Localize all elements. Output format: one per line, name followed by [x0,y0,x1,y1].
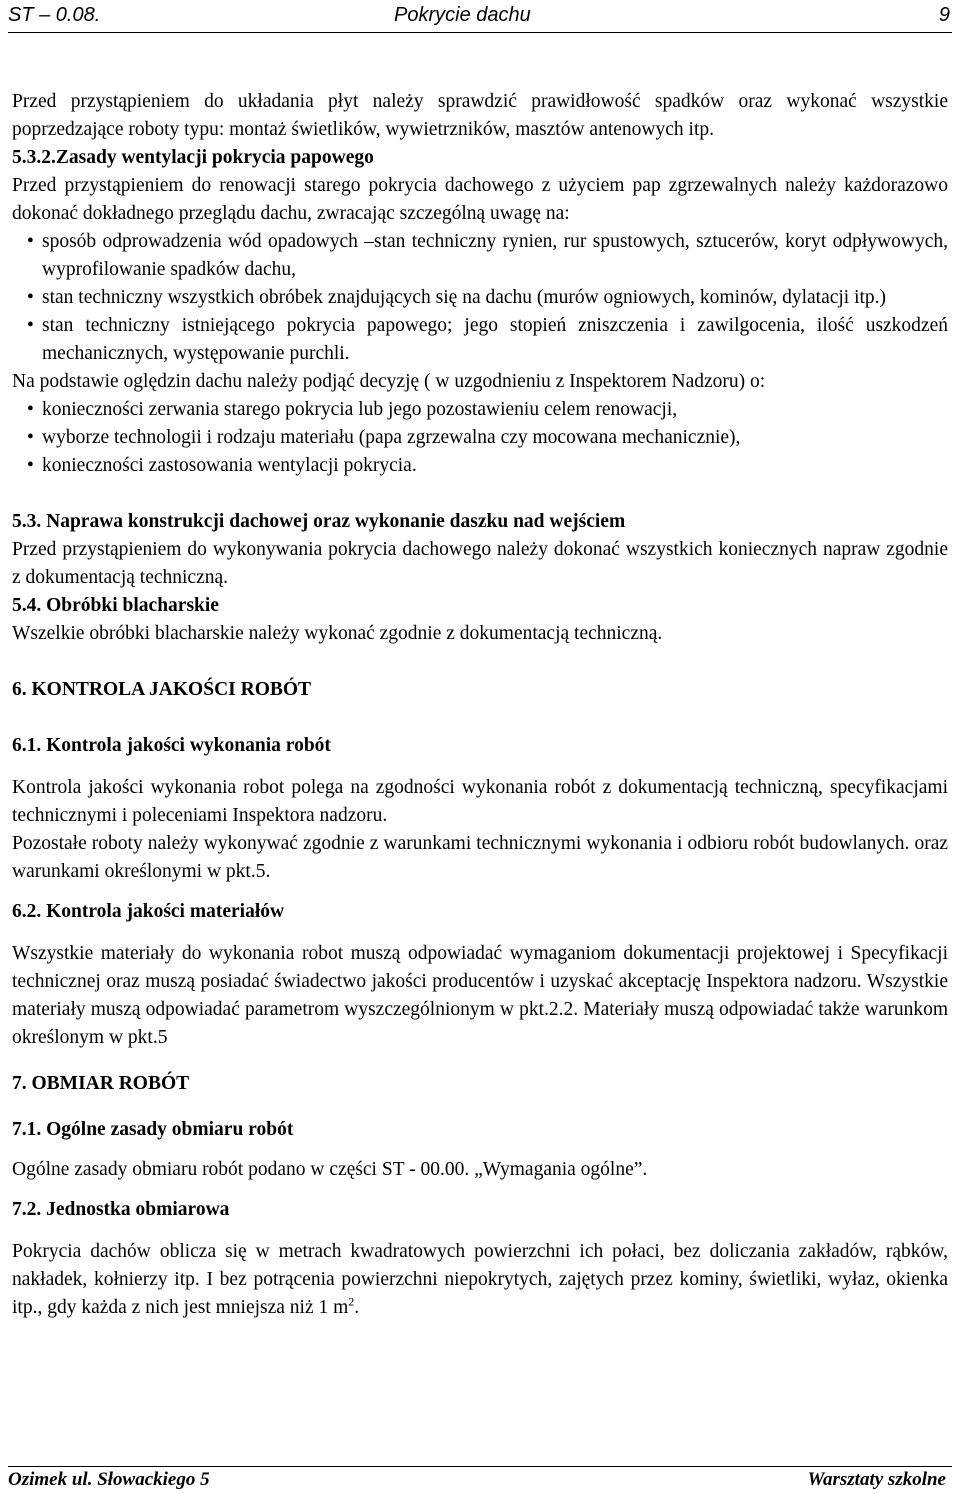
list-item: • stan techniczny wszystkich obróbek znajdujących się na dachu (murów ogniowych, kominów, dylatacji itp.) [12,284,948,312]
section-532-bullet-list [12,228,948,368]
section-532-heading: 5.3.2.Zasady wentylacji pokrycia papowego [12,147,374,168]
section-61-heading: 6.1. Kontrola jakości wykonania robót [12,735,331,756]
document-body [12,88,948,1322]
footer-address: Ozimek ul. Słowackiego 5 [8,1469,210,1490]
section-72-paragraph [12,1238,948,1322]
list-item: • konieczności zastosowania wentylacji pokrycia. [12,452,948,480]
section-532-paragraph: Przed przystąpieniem do renowacji starego pokrycia dachowego z użyciem pap zgrzewalnych należy każdorazowo dokonać dokładnego przeglądu dachu, zwracając szczególną uwagę na: [12,175,948,224]
section-7-heading: 7. OBMIAR ROBÓT [12,1073,190,1094]
superscript-2: 2 [348,1294,355,1309]
header-page-number: 9 [938,4,950,26]
intro-paragraph: Przed przystąpieniem do układania płyt należy sprawdzić prawidłowość spadków oraz wykonać wszystkie poprzedzające roboty typu: montaż świetlików, wywietrzników, masztów antenowych itp. [12,91,948,140]
section-532-paragraph-2: Na podstawie oględzin dachu należy podjąć decyzję ( w uzgodnieniu z Inspektorem Nadzoru) o: [12,371,766,392]
list-item: • wyborze technologii i rodzaju materiału (papa zgrzewalna czy mocowana mechanicznie), [12,424,948,452]
list-item: • sposób odprowadzenia wód opadowych –stan techniczny rynien, rur spustowych, sztucerów, koryt odpływowych, wyprofilowanie spadków dachu, [12,228,948,284]
section-62-heading: 6.2. Kontrola jakości materiałów [12,901,285,922]
section-532-bullet-list-2 [12,396,948,480]
section-71-paragraph: Ogólne zasady obmiaru robót podano w części ST - 00.00. „Wymagania ogólne”. [12,1159,648,1180]
section-53-paragraph: Przed przystąpieniem do wykonywania pokrycia dachowego należy dokonać wszystkich koniecznych napraw zgodnie z dokumentacją techniczną. [12,539,948,588]
section-62-paragraph: Wszystkie materiały do wykonania robot muszą odpowiadać wymaganiom dokumentacji projektowej i Specyfikacji technicznej oraz muszą posiadać świadectwo jakości producentów i uzyskać akceptację Inspektora nadzoru. Wszystkie materiały muszą odpowiadać parametrom wyszczególnionym w pkt.2.2. Materiały muszą odpowiadać także warunkom określonym w pkt.5 [12,943,948,1048]
section-6-heading: 6. KONTROLA JAKOŚCI ROBÓT [12,679,312,700]
list-item: • konieczności zerwania starego pokrycia lub jego pozostawieniu celem renowacji, [12,396,948,424]
section-72-heading: 7.2. Jednostka obmiarowa [12,1199,230,1220]
section-53-heading: 5.3. Naprawa konstrukcji dachowej oraz wykonanie daszku nad wejściem [12,511,626,532]
section-72-text: Pokrycia dachów oblicza się w metrach kwadratowych powierzchni ich połaci, bez doliczania zakładów, rąbków, nakładek, kołnierzy itp. I bez potrącenia powierzchni niepokrytych, zajętych przez kominy, świetliki, wyłaz, okienka itp., gdy każda z nich jest mniejsza niż 1 m [12,1241,948,1318]
footer-project: Warsztaty szkolne [807,1469,946,1490]
section-54-heading: 5.4. Obróbki blacharskie [12,595,219,616]
header-doc-code: ST – 0.08. [8,4,101,26]
section-61-paragraph: Kontrola jakości wykonania robot polega na zgodności wykonania robót z dokumentacją techniczną, specyfikacjami technicznymi i poleceniami Inspektora nadzoru. [12,777,948,826]
page-footer [8,1466,952,1493]
section-61-paragraph-2: Pozostałe roboty należy wykonywać zgodnie z warunkami technicznymi wykonania i odbioru robót budowlanych. oraz warunkami określonymi w pkt.5. [12,833,948,882]
list-item: • stan techniczny istniejącego pokrycia papowego; jego stopień zniszczenia i zawilgocenia, ilość uszkodzeń mechanicznych, występowanie purchli. [12,312,948,368]
section-54-paragraph: Wszelkie obróbki blacharskie należy wykonać zgodnie z dokumentacją techniczną. [12,623,663,644]
section-72-text-end: . [354,1297,360,1318]
section-71-heading: 7.1. Ogólne zasady obmiaru robót [12,1119,294,1140]
header-title: Pokrycie dachu [394,4,531,26]
page-header [8,0,952,33]
